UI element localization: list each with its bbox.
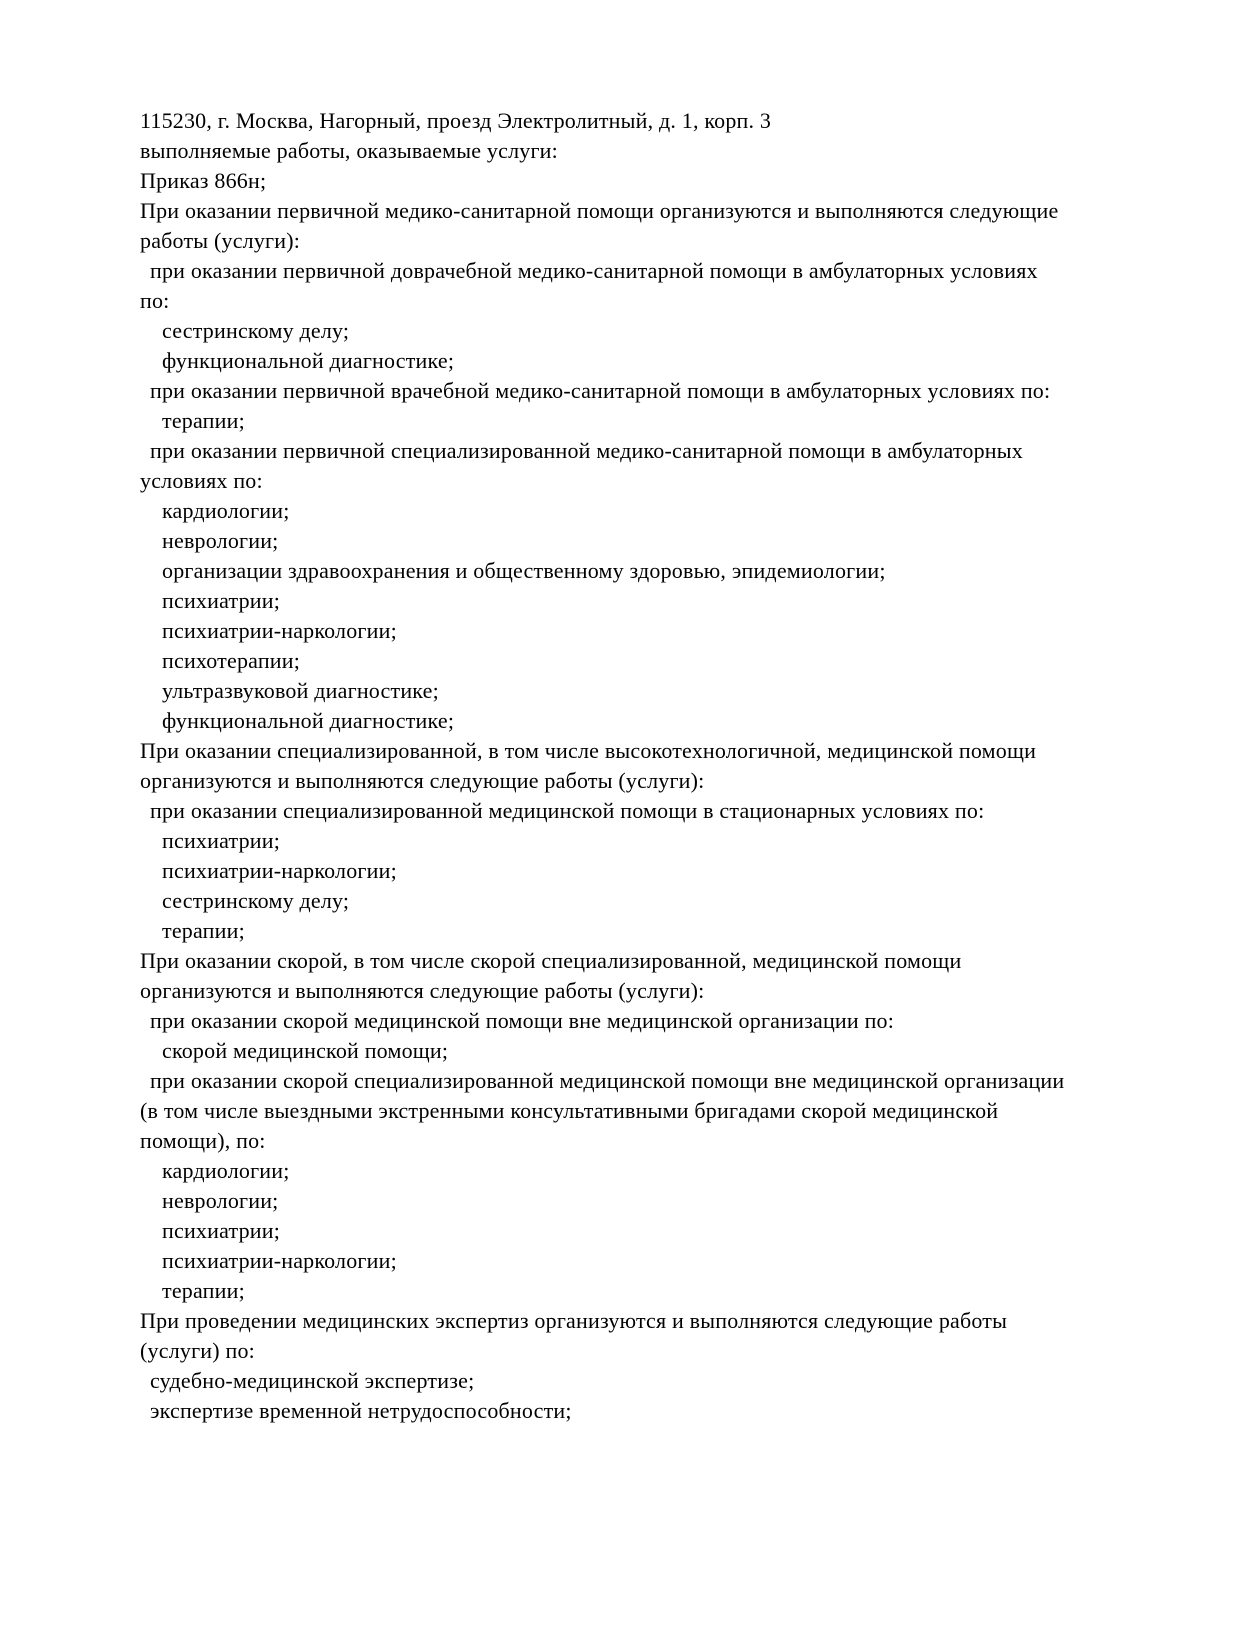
document-line: психиатрии; xyxy=(162,1218,281,1243)
document-line: терапии; xyxy=(162,918,245,943)
license-works-services-text xyxy=(140,106,1140,1426)
document-line: условиях по: xyxy=(140,468,263,493)
document-line: (услуги) по: xyxy=(140,1338,255,1363)
document-line: при оказании первичной врачебной медико-санитарной помощи в амбулаторных условиях по: xyxy=(150,378,1051,403)
document-line: неврологии; xyxy=(162,528,279,553)
document-line: при оказании скорой специализированной медицинской помощи вне медицинской организации xyxy=(150,1068,1065,1093)
document-line: организуются и выполняются следующие работы (услуги): xyxy=(140,768,705,793)
document-line: психиатрии-наркологии; xyxy=(162,1248,397,1273)
document-line: кардиологии; xyxy=(162,498,290,523)
document-line: при оказании первичной доврачебной медико-санитарной помощи в амбулаторных условиях xyxy=(150,258,1038,283)
document-line: помощи), по: xyxy=(140,1128,266,1153)
document-line: сестринскому делу; xyxy=(162,318,350,343)
document-line: кардиологии; xyxy=(162,1158,290,1183)
document-line: (в том числе выездными экстренными консультативными бригадами скорой медицинской xyxy=(140,1098,999,1123)
document-line: психиатрии; xyxy=(162,828,281,853)
document-line: при оказании специализированной медицинской помощи в стационарных условиях по: xyxy=(150,798,985,823)
document-line: функциональной диагностике; xyxy=(162,348,455,373)
document-line: работы (услуги): xyxy=(140,228,301,253)
document-line: при оказании скорой медицинской помощи вне медицинской организации по: xyxy=(150,1008,895,1033)
document-line: психиатрии-наркологии; xyxy=(162,618,397,643)
document-line: При оказании специализированной, в том числе высокотехнологичной, медицинской помощи xyxy=(140,738,1037,763)
document-line: судебно-медицинской экспертизе; xyxy=(150,1368,475,1393)
document-line: по: xyxy=(140,288,170,313)
document-line: При проведении медицинских экспертиз организуются и выполняются следующие работы xyxy=(140,1308,1008,1333)
document-line: При оказании скорой, в том числе скорой специализированной, медицинской помощи xyxy=(140,948,962,973)
document-line: при оказании первичной специализированной медико-санитарной помощи в амбулаторных xyxy=(150,438,1023,463)
document-line: При оказании первичной медико-санитарной помощи организуются и выполняются следующие xyxy=(140,198,1059,223)
document-line: неврологии; xyxy=(162,1188,279,1213)
document-line: терапии; xyxy=(162,408,245,433)
document-line: выполняемые работы, оказываемые услуги: xyxy=(140,138,558,163)
document-line: функциональной диагностике; xyxy=(162,708,455,733)
document-line: экспертизе временной нетрудоспособности; xyxy=(150,1398,572,1423)
document-line: 115230, г. Москва, Нагорный, проезд Электролитный, д. 1, корп. 3 xyxy=(140,108,772,133)
document-line: психотерапии; xyxy=(162,648,301,673)
document-line: психиатрии; xyxy=(162,588,281,613)
document-line: ультразвуковой диагностике; xyxy=(162,678,439,703)
document-line: сестринскому делу; xyxy=(162,888,350,913)
document-line: организации здравоохранения и общественному здоровью, эпидемиологии; xyxy=(162,558,886,583)
document-line: организуются и выполняются следующие работы (услуги): xyxy=(140,978,705,1003)
document-line: психиатрии-наркологии; xyxy=(162,858,397,883)
document-line: терапии; xyxy=(162,1278,245,1303)
document-line: скорой медицинской помощи; xyxy=(162,1038,449,1063)
document-line: Приказ 866н; xyxy=(140,168,267,193)
